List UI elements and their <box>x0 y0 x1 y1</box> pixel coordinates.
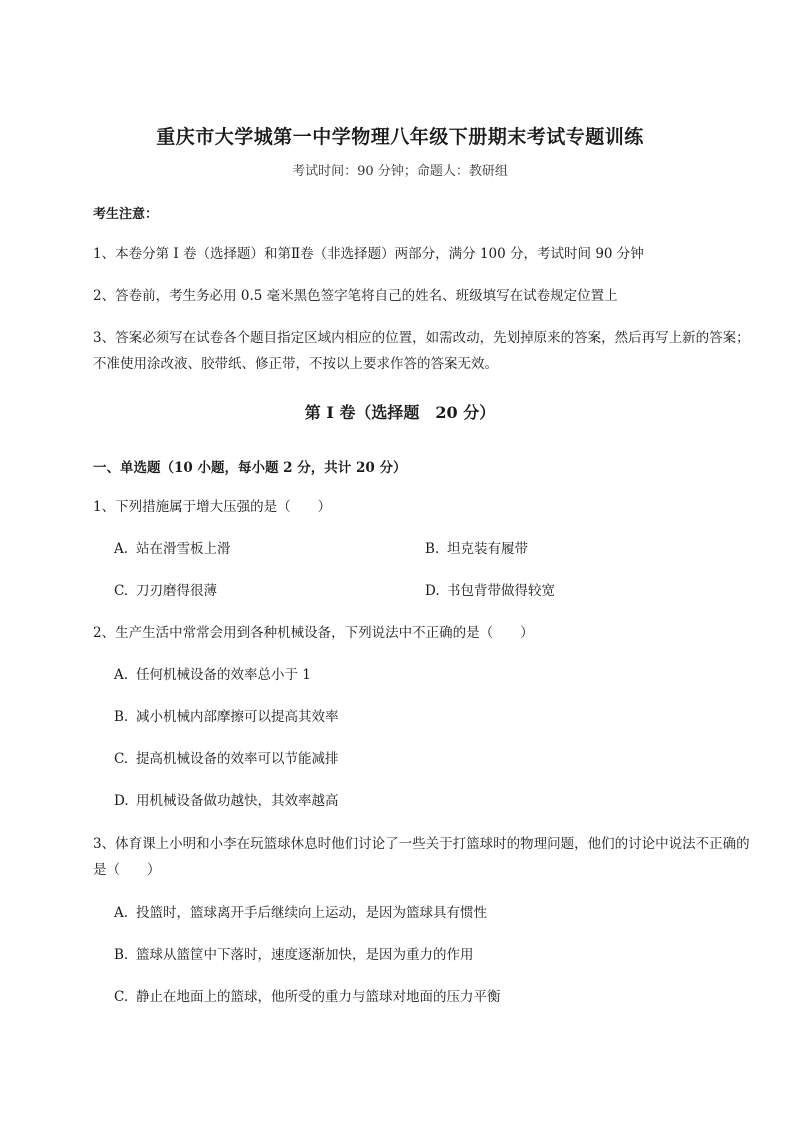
notice-item-1: 1、本卷分第 I 卷（选择题）和第Ⅱ卷（非选择题）两部分，满分 100 分，考试时间 90 分钟 <box>93 246 644 262</box>
exam-subtitle: 考试时间：90 分钟；命题人：教研组 <box>292 164 508 179</box>
question-3-stem: 3、体育课上小明和小李在玩篮球休息时他们讨论了一些关于打篮球时的物理问题，他们的讨论中说法不正确的是（ ） <box>93 836 750 878</box>
question-2-stem: 2、生产生活中常常会用到各种机械设备，下列说法中不正确的是（ ） <box>93 625 534 641</box>
question-1-option-c[interactable] <box>114 580 217 602</box>
question-2-option-a[interactable] <box>114 664 311 686</box>
question-3-option-c[interactable] <box>114 986 501 1008</box>
option-text: 刀刃磨得很薄 <box>136 583 217 599</box>
exam-title: 重庆市大学城第一中学物理八年级下册期末考试专题训练 <box>156 126 644 148</box>
option-text: 投篮时，篮球离开手后继续向上运动，是因为篮球具有惯性 <box>136 905 487 921</box>
option-text: 减小机械内部摩擦可以提高其效率 <box>136 709 339 725</box>
notice-item-2: 2、答卷前，考生务必用 0.5 毫米黑色签字笔将自己的姓名、班级填写在试卷规定位置上 <box>93 288 618 304</box>
section-title: 第 I 卷（选择题 20 分） <box>304 403 496 422</box>
option-text: 书包背带做得较宽 <box>447 583 555 599</box>
option-letter: C. <box>114 583 129 599</box>
option-letter: A. <box>114 905 129 921</box>
option-text: 坦克装有履带 <box>447 541 528 557</box>
option-text: 用机械设备做功越快，其效率越高 <box>136 793 339 809</box>
part-heading: 一、单选题（10 小题，每小题 2 分，共计 20 分） <box>93 460 407 476</box>
question-1-option-a[interactable] <box>114 538 231 560</box>
option-text: 篮球从篮筐中下落时，速度逐渐加快，是因为重力的作用 <box>136 947 474 963</box>
question-1-stem: 1、下列措施属于增大压强的是（ ） <box>93 499 332 515</box>
question-3-option-b[interactable] <box>114 944 474 966</box>
question-3-option-a[interactable] <box>114 902 487 924</box>
option-letter: B. <box>114 947 129 963</box>
option-text: 提高机械设备的效率可以节能减排 <box>136 751 339 767</box>
option-text: 站在滑雪板上滑 <box>136 541 231 557</box>
option-letter: B. <box>114 709 129 725</box>
notice-heading: 考生注意： <box>93 207 159 222</box>
option-letter: D. <box>425 583 440 599</box>
option-letter: B. <box>425 541 440 557</box>
option-letter: C. <box>114 989 129 1005</box>
question-2-option-b[interactable] <box>114 706 339 728</box>
option-letter: C. <box>114 751 129 767</box>
option-text: 任何机械设备的效率总小于 1 <box>136 667 311 683</box>
option-letter: A. <box>114 667 129 683</box>
question-2-option-d[interactable] <box>114 790 339 812</box>
notice-item-3: 3、答案必须写在试卷各个题目指定区域内相应的位置，如需改动，先划掉原来的答案，然后再写上新的答案；不准使用涂改液、胶带纸、修正带，不按以上要求作答的答案无效。 <box>93 330 750 372</box>
option-text: 静止在地面上的篮球，他所受的重力与篮球对地面的压力平衡 <box>136 989 501 1005</box>
option-letter: D. <box>114 793 129 809</box>
option-letter: A. <box>114 541 129 557</box>
question-1-option-b[interactable] <box>425 538 528 560</box>
question-2-option-c[interactable] <box>114 748 339 770</box>
question-1-option-d[interactable] <box>425 580 555 602</box>
